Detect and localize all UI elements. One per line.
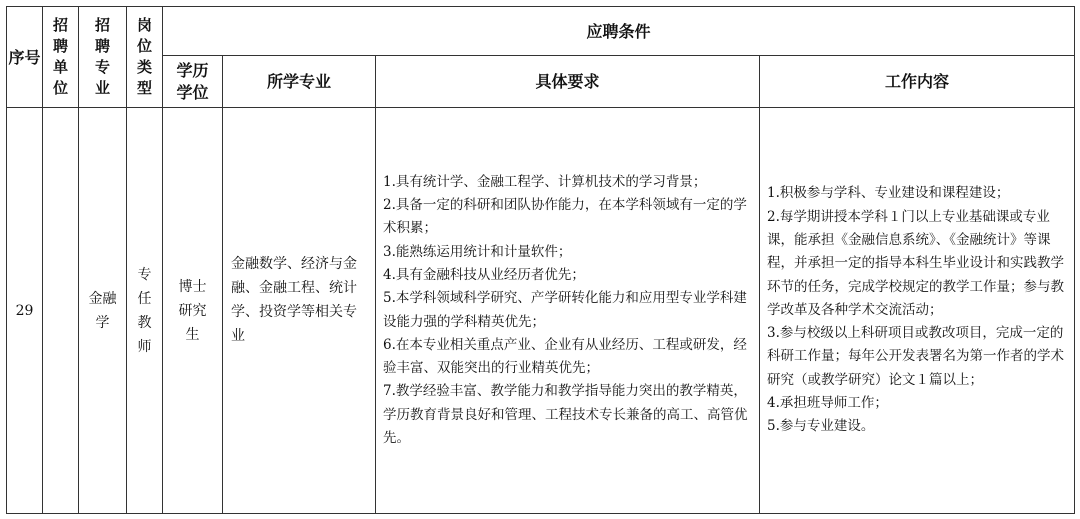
duty-item: 2.每学期讲授本学科１门以上专业基础课或专业课，能承担《金融信息系统》、《金融统计》等课程，并承担一定的指导本科生毕业设计和实践教学环节的任务，完成学校规定的教学工作量；参与教学改革及各种学术交流活动； [767,208,1064,318]
requirement-item: 2.具备一定的科研和团队协作能力，在本学科领域有一定的学术积累； [383,197,747,237]
header-conditions: 应聘条件 [163,7,1075,56]
requirement-item: 4.具有金融科技从业经历者优先； [383,266,585,283]
cell-post-type: 专任教师 [127,108,163,514]
header-major: 招聘专业 [79,7,127,108]
duty-item: 3.参与校级以上科研项目或教改项目，完成一定的科研工作量；每年公开发表署名为第一作者的学术研究（或教学研究）论文１篇以上； [767,325,1064,388]
header-degree: 学历学位 [163,56,223,108]
recruitment-table [6,6,1075,514]
requirement-item: 7.教学经验丰富、教学能力和教学指导能力突出的教学精英，学历教育背景良好和管理、工程技术专长兼备的高工、高管优先。 [383,383,748,446]
header-post-type: 岗位类型 [127,7,163,108]
cell-field: 金融数学、经济与金融、金融工程、统计学、投资学等相关专业 [223,108,376,514]
requirement-item: 1.具有统计学、金融工程学、计算机技术的学习背景； [383,173,707,190]
duty-item: 1.积极参与学科、专业建设和课程建设； [767,185,1010,202]
header-serial: 序号 [7,7,43,108]
cell-duties [760,108,1075,514]
requirement-item: 3.能熟练运用统计和计量软件； [383,243,572,260]
cell-serial: 29 [7,108,43,514]
duty-item: 4.承担班导师工作； [767,395,888,412]
requirement-item: 6.在本专业相关重点产业、企业有从业经历、工程或研发，经验丰富、双能突出的行业精英优先； [383,336,747,377]
header-unit: 招聘单位 [43,7,79,108]
cell-degree: 博士研究生 [163,108,223,514]
table-row [7,108,1075,514]
header-field: 所学专业 [223,56,376,108]
duty-item: 5.参与专业建设。 [767,418,875,435]
header-duties: 工作内容 [760,56,1075,108]
header-requirements: 具体要求 [376,56,760,108]
cell-unit [43,108,79,514]
cell-major: 金融学 [79,108,127,514]
requirement-item: 5.本学科领域科学研究、产学研转化能力和应用型专业学科建设能力强的学科精英优先； [383,290,747,330]
cell-requirements [376,108,760,514]
